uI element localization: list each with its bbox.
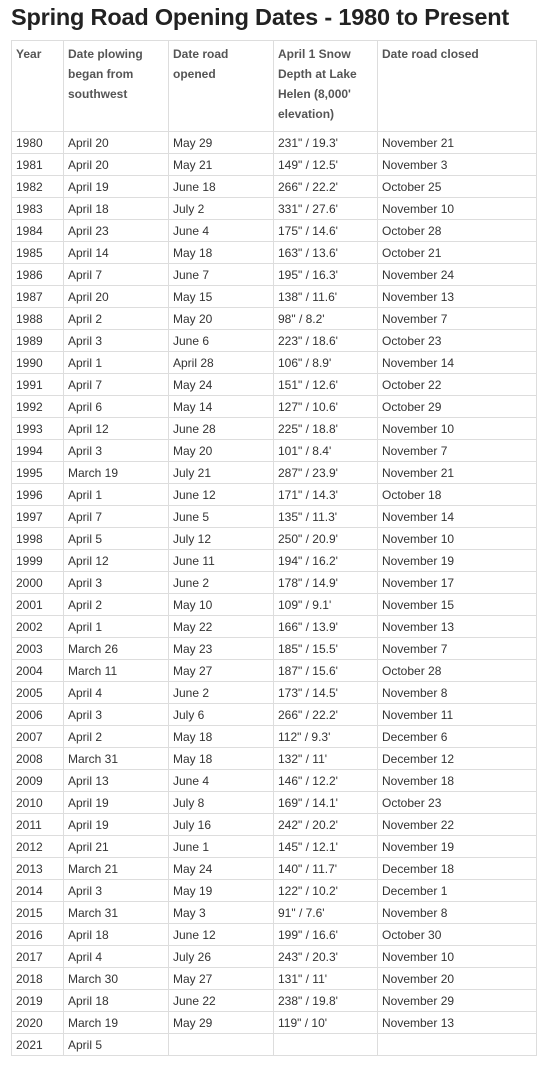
snow-depth-cell: 146" / 12.2' xyxy=(274,770,378,792)
snow-depth-cell: 106" / 8.9' xyxy=(274,352,378,374)
open-date-cell: July 12 xyxy=(169,528,274,550)
open-date-cell: June 5 xyxy=(169,506,274,528)
close-date-cell: November 10 xyxy=(378,528,537,550)
snow-depth-cell: 109" / 9.1' xyxy=(274,594,378,616)
plowing-date-cell: April 13 xyxy=(64,770,169,792)
close-date-cell: November 13 xyxy=(378,286,537,308)
table-row xyxy=(12,374,537,396)
year-cell: 2009 xyxy=(12,770,64,792)
year-cell: 1993 xyxy=(12,418,64,440)
open-date-cell: May 18 xyxy=(169,242,274,264)
snow-depth-cell: 225" / 18.8' xyxy=(274,418,378,440)
header-snow-depth: April 1 Snow Depth at Lake Helen (8,000' elevation) xyxy=(274,41,378,132)
year-cell: 1992 xyxy=(12,396,64,418)
plowing-date-cell: April 1 xyxy=(64,352,169,374)
close-date-cell: October 18 xyxy=(378,484,537,506)
year-cell: 2021 xyxy=(12,1034,64,1056)
open-date-cell: May 21 xyxy=(169,154,274,176)
plowing-date-cell: April 20 xyxy=(64,132,169,154)
open-date-cell: May 10 xyxy=(169,594,274,616)
year-cell: 1986 xyxy=(12,264,64,286)
plowing-date-cell: April 21 xyxy=(64,836,169,858)
snow-depth-cell: 175" / 14.6' xyxy=(274,220,378,242)
plowing-date-cell: April 18 xyxy=(64,924,169,946)
snow-depth-cell: 149" / 12.5' xyxy=(274,154,378,176)
snow-depth-cell: 266" / 22.2' xyxy=(274,176,378,198)
close-date-cell: November 10 xyxy=(378,418,537,440)
snow-depth-cell: 287" / 23.9' xyxy=(274,462,378,484)
open-date-cell: May 15 xyxy=(169,286,274,308)
snow-depth-cell: 145" / 12.1' xyxy=(274,836,378,858)
snow-depth-cell: 223" / 18.6' xyxy=(274,330,378,352)
snow-depth-cell: 243" / 20.3' xyxy=(274,946,378,968)
table-row xyxy=(12,968,537,990)
snow-depth-cell: 250" / 20.9' xyxy=(274,528,378,550)
year-cell: 1997 xyxy=(12,506,64,528)
open-date-cell: May 29 xyxy=(169,132,274,154)
header-plowing-began: Date plowing began from southwest xyxy=(64,41,169,132)
table-row xyxy=(12,726,537,748)
table-row xyxy=(12,528,537,550)
plowing-date-cell: April 2 xyxy=(64,726,169,748)
plowing-date-cell: April 18 xyxy=(64,990,169,1012)
plowing-date-cell: April 5 xyxy=(64,1034,169,1056)
close-date-cell: December 18 xyxy=(378,858,537,880)
table-row xyxy=(12,418,537,440)
table-row xyxy=(12,616,537,638)
plowing-date-cell: March 11 xyxy=(64,660,169,682)
close-date-cell: November 17 xyxy=(378,572,537,594)
table-row xyxy=(12,242,537,264)
snow-depth-cell: 185" / 15.5' xyxy=(274,638,378,660)
table-row xyxy=(12,506,537,528)
close-date-cell: October 29 xyxy=(378,396,537,418)
close-date-cell: November 14 xyxy=(378,506,537,528)
open-date-cell: June 18 xyxy=(169,176,274,198)
close-date-cell: November 29 xyxy=(378,990,537,1012)
table-row xyxy=(12,792,537,814)
close-date-cell: November 19 xyxy=(378,836,537,858)
snow-depth-cell: 195" / 16.3' xyxy=(274,264,378,286)
plowing-date-cell: April 6 xyxy=(64,396,169,418)
year-cell: 2013 xyxy=(12,858,64,880)
close-date-cell: November 3 xyxy=(378,154,537,176)
table-row xyxy=(12,660,537,682)
open-date-cell: May 24 xyxy=(169,858,274,880)
plowing-date-cell: March 21 xyxy=(64,858,169,880)
open-date-cell xyxy=(169,1034,274,1056)
table-row xyxy=(12,814,537,836)
snow-depth-cell: 101" / 8.4' xyxy=(274,440,378,462)
snow-depth-cell: 138" / 11.6' xyxy=(274,286,378,308)
plowing-date-cell: March 31 xyxy=(64,748,169,770)
open-date-cell: May 27 xyxy=(169,660,274,682)
close-date-cell: November 10 xyxy=(378,198,537,220)
header-road-opened: Date road opened xyxy=(169,41,274,132)
snow-depth-cell: 140" / 11.7' xyxy=(274,858,378,880)
year-cell: 2015 xyxy=(12,902,64,924)
open-date-cell: July 6 xyxy=(169,704,274,726)
plowing-date-cell: April 14 xyxy=(64,242,169,264)
close-date-cell: November 19 xyxy=(378,550,537,572)
snow-depth-cell: 127" / 10.6' xyxy=(274,396,378,418)
close-date-cell: November 20 xyxy=(378,968,537,990)
plowing-date-cell: March 19 xyxy=(64,1012,169,1034)
table-row xyxy=(12,748,537,770)
table-row xyxy=(12,1012,537,1034)
open-date-cell: July 8 xyxy=(169,792,274,814)
year-cell: 2006 xyxy=(12,704,64,726)
snow-depth-cell: 194" / 16.2' xyxy=(274,550,378,572)
header-row xyxy=(12,41,537,132)
table-row xyxy=(12,396,537,418)
year-cell: 1990 xyxy=(12,352,64,374)
table-row xyxy=(12,330,537,352)
snow-depth-cell: 132" / 11' xyxy=(274,748,378,770)
year-cell: 2011 xyxy=(12,814,64,836)
year-cell: 2014 xyxy=(12,880,64,902)
open-date-cell: July 16 xyxy=(169,814,274,836)
snow-depth-cell xyxy=(274,1034,378,1056)
close-date-cell: November 13 xyxy=(378,1012,537,1034)
table-row xyxy=(12,990,537,1012)
table-row xyxy=(12,880,537,902)
plowing-date-cell: April 3 xyxy=(64,880,169,902)
close-date-cell: October 23 xyxy=(378,792,537,814)
close-date-cell: October 23 xyxy=(378,330,537,352)
open-date-cell: June 4 xyxy=(169,220,274,242)
close-date-cell: December 12 xyxy=(378,748,537,770)
snow-depth-cell: 163" / 13.6' xyxy=(274,242,378,264)
close-date-cell: October 22 xyxy=(378,374,537,396)
plowing-date-cell: April 2 xyxy=(64,594,169,616)
header-year: Year xyxy=(12,41,64,132)
snow-depth-cell: 266" / 22.2' xyxy=(274,704,378,726)
plowing-date-cell: April 7 xyxy=(64,264,169,286)
table-row xyxy=(12,594,537,616)
table-row xyxy=(12,770,537,792)
open-date-cell: June 7 xyxy=(169,264,274,286)
plowing-date-cell: April 3 xyxy=(64,440,169,462)
snow-depth-cell: 171" / 14.3' xyxy=(274,484,378,506)
snow-depth-cell: 135" / 11.3' xyxy=(274,506,378,528)
year-cell: 1989 xyxy=(12,330,64,352)
open-date-cell: May 22 xyxy=(169,616,274,638)
plowing-date-cell: April 19 xyxy=(64,176,169,198)
year-cell: 1981 xyxy=(12,154,64,176)
open-date-cell: July 26 xyxy=(169,946,274,968)
snow-depth-cell: 122" / 10.2' xyxy=(274,880,378,902)
open-date-cell: June 12 xyxy=(169,484,274,506)
table-row xyxy=(12,682,537,704)
close-date-cell: November 13 xyxy=(378,616,537,638)
open-date-cell: July 21 xyxy=(169,462,274,484)
snow-depth-cell: 119" / 10' xyxy=(274,1012,378,1034)
plowing-date-cell: April 3 xyxy=(64,704,169,726)
table-row xyxy=(12,440,537,462)
year-cell: 2007 xyxy=(12,726,64,748)
table-row xyxy=(12,154,537,176)
snow-depth-cell: 91" / 7.6' xyxy=(274,902,378,924)
year-cell: 2012 xyxy=(12,836,64,858)
table-row xyxy=(12,902,537,924)
plowing-date-cell: April 4 xyxy=(64,946,169,968)
year-cell: 1983 xyxy=(12,198,64,220)
snow-depth-cell: 166" / 13.9' xyxy=(274,616,378,638)
snow-depth-cell: 151" / 12.6' xyxy=(274,374,378,396)
table-row xyxy=(12,132,537,154)
open-date-cell: May 24 xyxy=(169,374,274,396)
close-date-cell: November 15 xyxy=(378,594,537,616)
close-date-cell: November 8 xyxy=(378,682,537,704)
open-date-cell: May 18 xyxy=(169,748,274,770)
open-date-cell: May 23 xyxy=(169,638,274,660)
table-row xyxy=(12,308,537,330)
plowing-date-cell: April 3 xyxy=(64,330,169,352)
year-cell: 2018 xyxy=(12,968,64,990)
table-row xyxy=(12,286,537,308)
year-cell: 2010 xyxy=(12,792,64,814)
open-date-cell: June 6 xyxy=(169,330,274,352)
plowing-date-cell: April 23 xyxy=(64,220,169,242)
plowing-date-cell: April 19 xyxy=(64,792,169,814)
snow-depth-cell: 169" / 14.1' xyxy=(274,792,378,814)
year-cell: 2016 xyxy=(12,924,64,946)
road-dates-table xyxy=(11,40,537,1056)
plowing-date-cell: April 18 xyxy=(64,198,169,220)
year-cell: 1988 xyxy=(12,308,64,330)
year-cell: 1998 xyxy=(12,528,64,550)
open-date-cell: June 11 xyxy=(169,550,274,572)
page-title: Spring Road Opening Dates - 1980 to Present xyxy=(11,4,510,30)
year-cell: 1994 xyxy=(12,440,64,462)
plowing-date-cell: April 3 xyxy=(64,572,169,594)
open-date-cell: May 29 xyxy=(169,1012,274,1034)
table-row xyxy=(12,836,537,858)
year-cell: 2017 xyxy=(12,946,64,968)
plowing-date-cell: April 4 xyxy=(64,682,169,704)
snow-depth-cell: 173" / 14.5' xyxy=(274,682,378,704)
open-date-cell: July 2 xyxy=(169,198,274,220)
close-date-cell: November 8 xyxy=(378,902,537,924)
snow-depth-cell: 331" / 27.6' xyxy=(274,198,378,220)
close-date-cell: December 6 xyxy=(378,726,537,748)
table-row xyxy=(12,572,537,594)
table-row xyxy=(12,946,537,968)
table-row xyxy=(12,1034,537,1056)
table-row xyxy=(12,264,537,286)
open-date-cell: June 2 xyxy=(169,682,274,704)
plowing-date-cell: April 12 xyxy=(64,550,169,572)
open-date-cell: May 20 xyxy=(169,308,274,330)
plowing-date-cell: April 2 xyxy=(64,308,169,330)
plowing-date-cell: April 20 xyxy=(64,154,169,176)
year-cell: 1996 xyxy=(12,484,64,506)
table-row xyxy=(12,198,537,220)
open-date-cell: June 22 xyxy=(169,990,274,1012)
open-date-cell: June 1 xyxy=(169,836,274,858)
snow-depth-cell: 98" / 8.2' xyxy=(274,308,378,330)
open-date-cell: May 3 xyxy=(169,902,274,924)
snow-depth-cell: 112" / 9.3' xyxy=(274,726,378,748)
year-cell: 2002 xyxy=(12,616,64,638)
year-cell: 1987 xyxy=(12,286,64,308)
plowing-date-cell: March 19 xyxy=(64,462,169,484)
snow-depth-cell: 131" / 11' xyxy=(274,968,378,990)
table-row xyxy=(12,638,537,660)
year-cell: 2020 xyxy=(12,1012,64,1034)
close-date-cell: November 21 xyxy=(378,132,537,154)
close-date-cell: October 28 xyxy=(378,220,537,242)
close-date-cell: November 18 xyxy=(378,770,537,792)
open-date-cell: April 28 xyxy=(169,352,274,374)
close-date-cell: November 7 xyxy=(378,638,537,660)
table-row xyxy=(12,858,537,880)
plowing-date-cell: April 7 xyxy=(64,506,169,528)
snow-depth-cell: 231" / 19.3' xyxy=(274,132,378,154)
close-date-cell: October 30 xyxy=(378,924,537,946)
table-row xyxy=(12,462,537,484)
close-date-cell: November 7 xyxy=(378,308,537,330)
plowing-date-cell: March 31 xyxy=(64,902,169,924)
open-date-cell: June 2 xyxy=(169,572,274,594)
year-cell: 2000 xyxy=(12,572,64,594)
year-cell: 1995 xyxy=(12,462,64,484)
close-date-cell: October 25 xyxy=(378,176,537,198)
year-cell: 1985 xyxy=(12,242,64,264)
close-date-cell: November 10 xyxy=(378,946,537,968)
snow-depth-cell: 238" / 19.8' xyxy=(274,990,378,1012)
year-cell: 2005 xyxy=(12,682,64,704)
close-date-cell: December 1 xyxy=(378,880,537,902)
open-date-cell: June 4 xyxy=(169,770,274,792)
open-date-cell: June 28 xyxy=(169,418,274,440)
year-cell: 2004 xyxy=(12,660,64,682)
year-cell: 1982 xyxy=(12,176,64,198)
close-date-cell: November 11 xyxy=(378,704,537,726)
snow-depth-cell: 199" / 16.6' xyxy=(274,924,378,946)
table-body xyxy=(12,132,537,1056)
table-row xyxy=(12,352,537,374)
plowing-date-cell: April 19 xyxy=(64,814,169,836)
table-row xyxy=(12,220,537,242)
header-road-closed: Date road closed xyxy=(378,41,537,132)
table-header xyxy=(12,41,537,132)
open-date-cell: May 14 xyxy=(169,396,274,418)
year-cell: 2008 xyxy=(12,748,64,770)
table-row xyxy=(12,484,537,506)
close-date-cell xyxy=(378,1034,537,1056)
plowing-date-cell: April 1 xyxy=(64,484,169,506)
close-date-cell: November 14 xyxy=(378,352,537,374)
year-cell: 1984 xyxy=(12,220,64,242)
table-row xyxy=(12,924,537,946)
open-date-cell: May 19 xyxy=(169,880,274,902)
year-cell: 2001 xyxy=(12,594,64,616)
close-date-cell: November 21 xyxy=(378,462,537,484)
open-date-cell: May 18 xyxy=(169,726,274,748)
plowing-date-cell: March 26 xyxy=(64,638,169,660)
year-cell: 2003 xyxy=(12,638,64,660)
year-cell: 1980 xyxy=(12,132,64,154)
snow-depth-cell: 178" / 14.9' xyxy=(274,572,378,594)
plowing-date-cell: April 12 xyxy=(64,418,169,440)
close-date-cell: November 24 xyxy=(378,264,537,286)
year-cell: 1991 xyxy=(12,374,64,396)
plowing-date-cell: March 30 xyxy=(64,968,169,990)
table-row xyxy=(12,176,537,198)
table-row xyxy=(12,550,537,572)
year-cell: 1999 xyxy=(12,550,64,572)
plowing-date-cell: April 20 xyxy=(64,286,169,308)
plowing-date-cell: April 7 xyxy=(64,374,169,396)
year-cell: 2019 xyxy=(12,990,64,1012)
open-date-cell: June 12 xyxy=(169,924,274,946)
close-date-cell: October 21 xyxy=(378,242,537,264)
plowing-date-cell: April 1 xyxy=(64,616,169,638)
open-date-cell: May 27 xyxy=(169,968,274,990)
snow-depth-cell: 187" / 15.6' xyxy=(274,660,378,682)
plowing-date-cell: April 5 xyxy=(64,528,169,550)
table-row xyxy=(12,704,537,726)
close-date-cell: October 28 xyxy=(378,660,537,682)
snow-depth-cell: 242" / 20.2' xyxy=(274,814,378,836)
close-date-cell: November 7 xyxy=(378,440,537,462)
close-date-cell: November 22 xyxy=(378,814,537,836)
open-date-cell: May 20 xyxy=(169,440,274,462)
